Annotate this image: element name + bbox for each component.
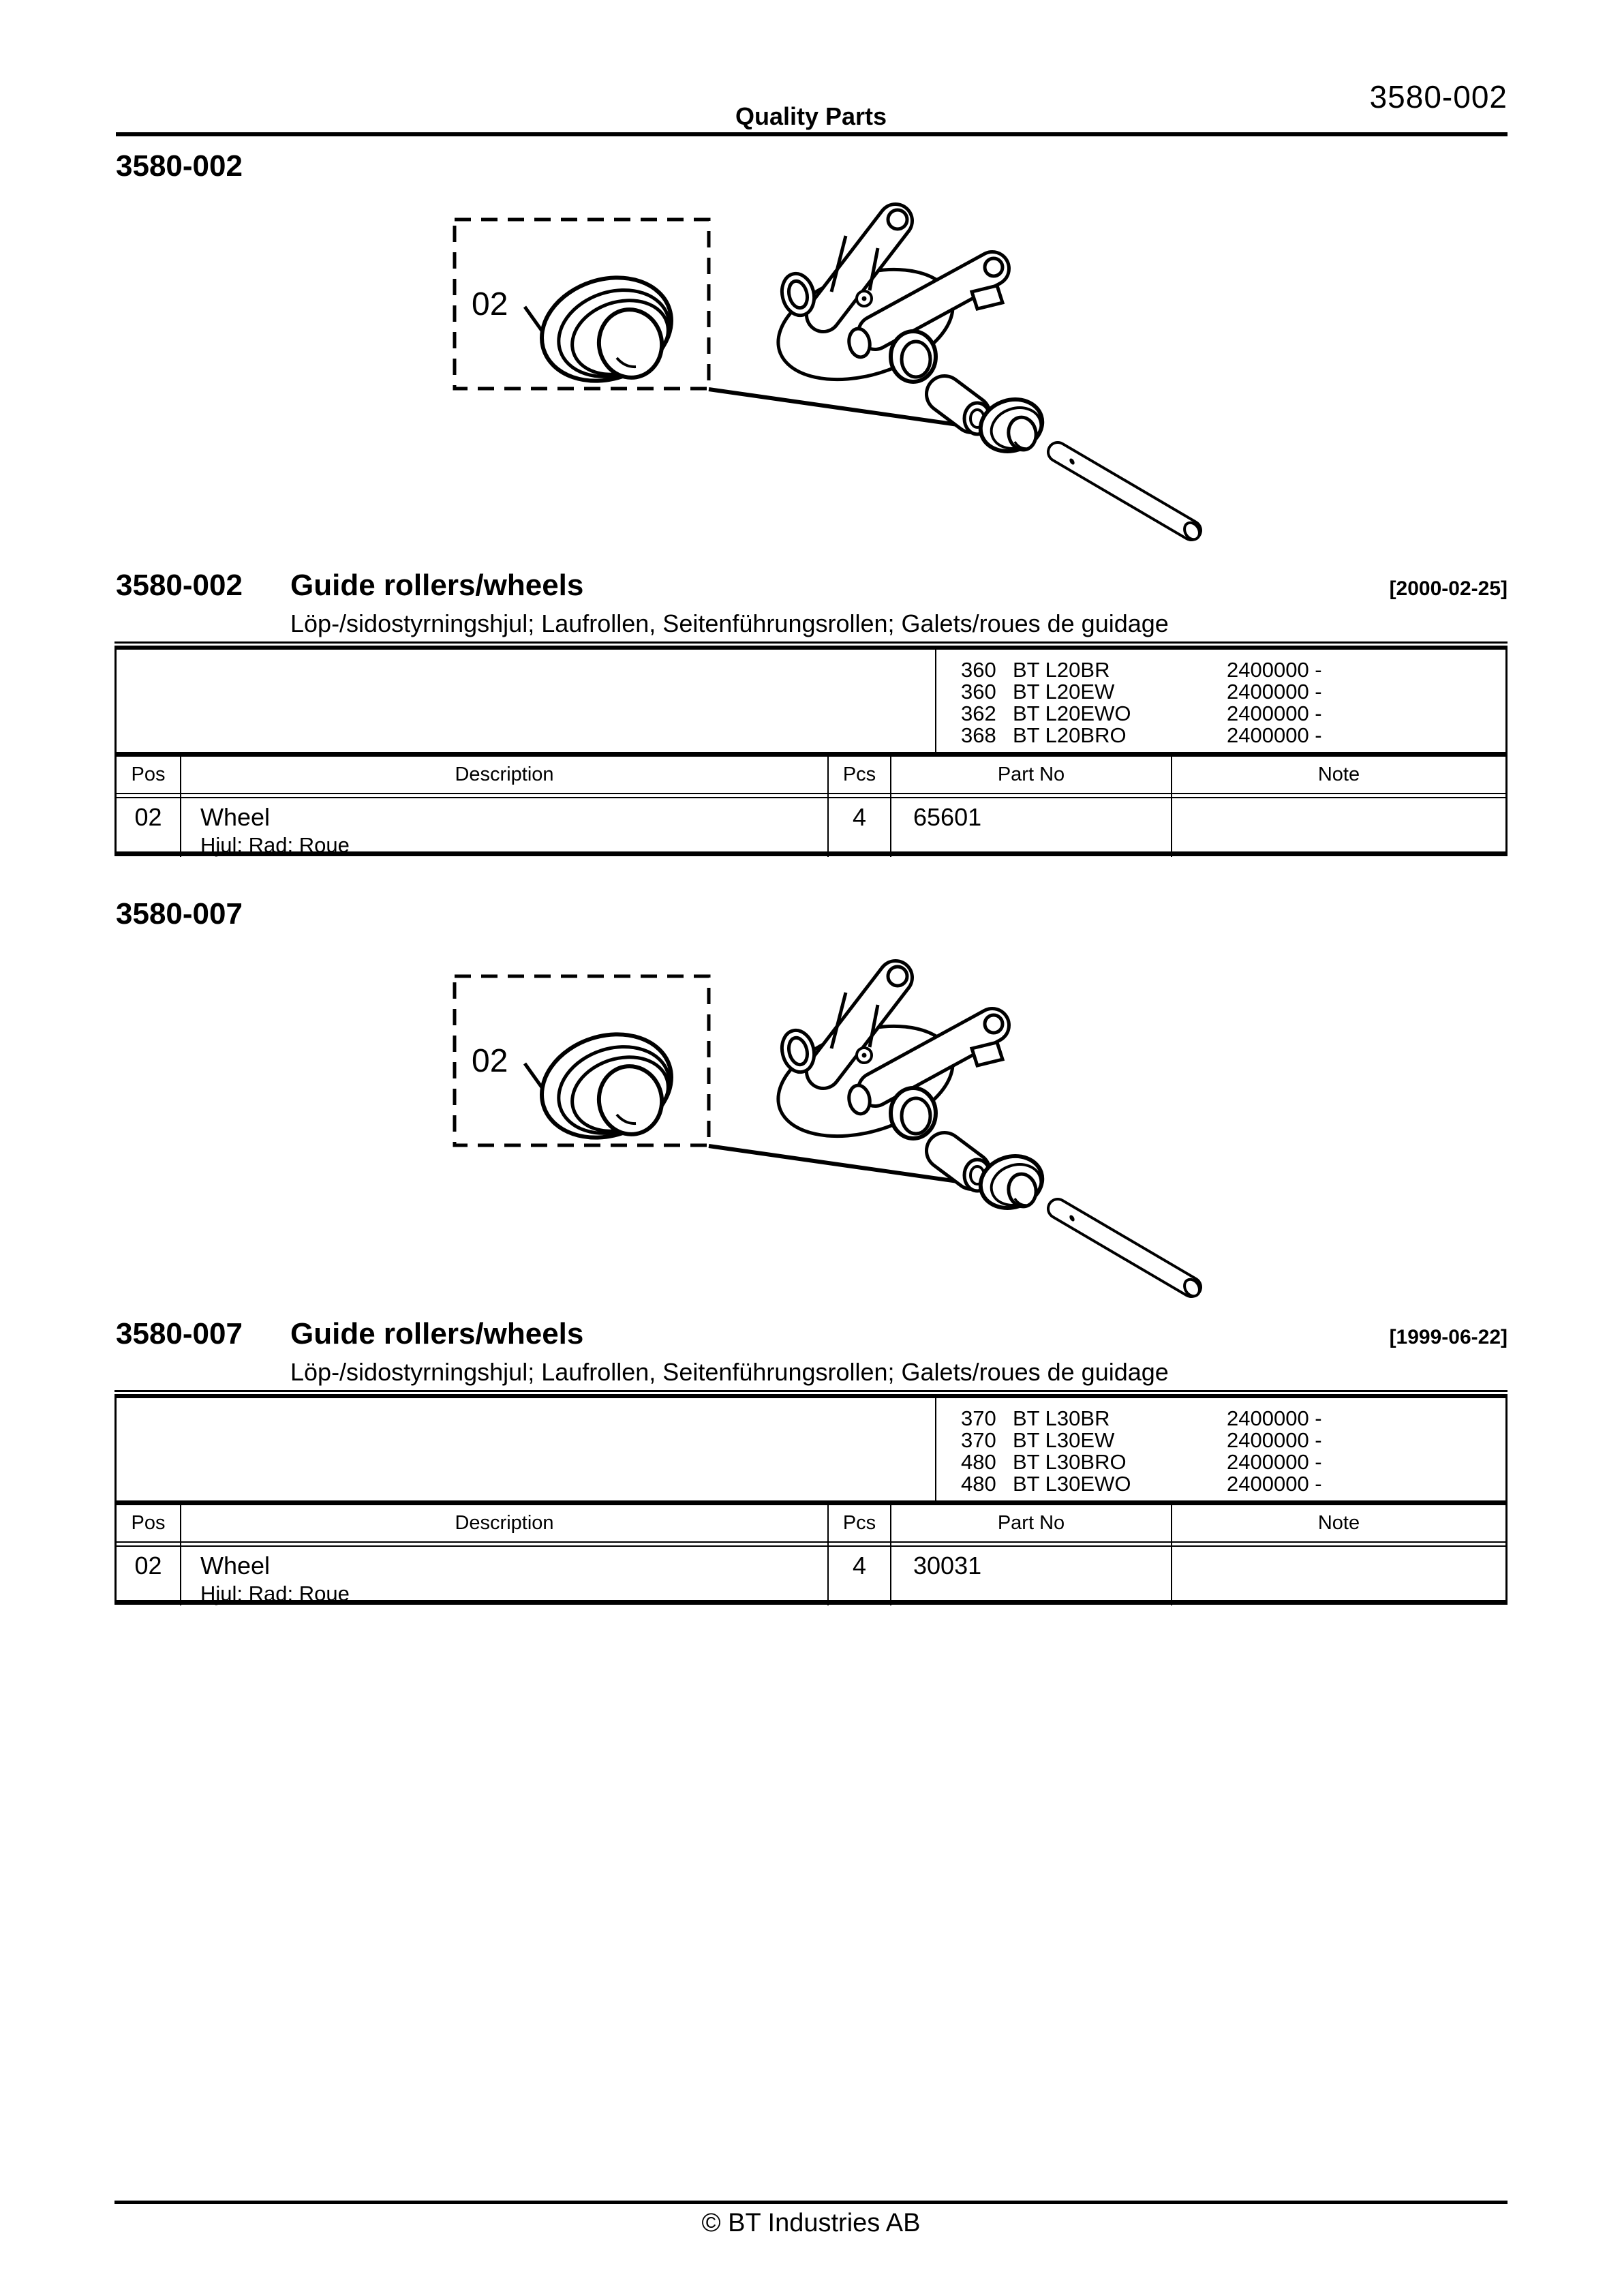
footer-copyright: © BT Industries AB — [701, 2209, 921, 2237]
empty-cell — [117, 1398, 936, 1500]
table-top-thin-line — [114, 641, 1508, 644]
model-name: BT L20EWO — [1013, 701, 1131, 725]
cell-pos: 02 — [117, 798, 181, 857]
description-main: Wheel — [200, 1552, 271, 1580]
col-header-pos: Pos — [117, 757, 181, 793]
col-header-pcs: Pcs — [829, 1505, 891, 1541]
parts-table — [114, 1390, 1508, 1605]
model-name: BT L30EWO — [1013, 1472, 1131, 1496]
header-divider — [116, 132, 1508, 136]
model-serial: 2400000 - — [1227, 658, 1322, 682]
table-row — [117, 798, 1505, 857]
section-code-label: 3580-007 — [116, 897, 243, 931]
col-header-part-no: Part No — [891, 757, 1172, 793]
description-translations: Hjul; Rad; Roue — [200, 833, 350, 857]
model-name: BT L30EW — [1013, 1428, 1115, 1452]
model-line — [961, 1473, 1505, 1495]
section-title-row — [116, 569, 1508, 603]
empty-cell — [117, 650, 936, 752]
model-name: BT L30BR — [1013, 1406, 1110, 1430]
section-revision-date: [1999-06-22] — [1389, 1326, 1508, 1348]
cell-note — [1172, 1547, 1505, 1605]
model-code: 362 — [961, 701, 996, 725]
cell-pcs: 4 — [829, 798, 891, 857]
model-list — [936, 1398, 1505, 1500]
diagram-position-label: 02 — [472, 1043, 508, 1079]
parts-table — [114, 641, 1508, 856]
col-header-part-no: Part No — [891, 1505, 1172, 1541]
model-code: 368 — [961, 723, 996, 747]
header-title: Quality Parts — [735, 102, 887, 130]
description-main: Wheel — [200, 803, 271, 831]
parts-diagram — [423, 191, 1227, 545]
section-title-code: 3580-007 — [116, 1317, 243, 1350]
model-name: BT L20BR — [1013, 658, 1110, 682]
model-code: 360 — [961, 680, 996, 704]
model-line — [961, 703, 1505, 725]
model-code: 370 — [961, 1406, 996, 1430]
model-list — [936, 650, 1505, 752]
model-name: BT L30BRO — [1013, 1450, 1127, 1474]
model-code: 370 — [961, 1428, 996, 1452]
model-line — [961, 681, 1505, 703]
model-serial: 2400000 - — [1227, 680, 1322, 704]
model-serial: 2400000 - — [1227, 1450, 1322, 1474]
cell-description — [181, 1547, 829, 1605]
table-header-row — [117, 757, 1505, 794]
model-line — [961, 659, 1505, 681]
col-header-pos: Pos — [117, 1505, 181, 1541]
col-header-note: Note — [1317, 1512, 1360, 1534]
section-subtitle: Löp-/sidostyrningshjul; Laufrollen, Seitenführungsrollen; Galets/roues de guidage — [290, 609, 1169, 637]
model-serial: 2400000 - — [1227, 1406, 1322, 1430]
col-header-description: Description — [181, 1505, 829, 1541]
table-header-row — [117, 1505, 1505, 1543]
model-serial: 2400000 - — [1227, 723, 1322, 747]
col-header-pcs: Pcs — [829, 757, 891, 793]
model-applicability-block — [117, 650, 1505, 757]
exploded-view-drawing — [455, 210, 1202, 542]
section-subtitle: Löp-/sidostyrningshjul; Laufrollen, Seitenführungsrollen; Galets/roues de guidage — [290, 1358, 1169, 1386]
cell-pcs: 4 — [829, 1547, 891, 1605]
table-top-thin-line — [114, 1390, 1508, 1392]
model-name: BT L20BRO — [1013, 723, 1127, 747]
cell-note — [1172, 798, 1505, 857]
model-code: 360 — [961, 658, 996, 682]
model-serial: 2400000 - — [1227, 1428, 1322, 1452]
table-row — [117, 1547, 1505, 1605]
model-line — [961, 1408, 1505, 1430]
model-line — [961, 1451, 1505, 1473]
cell-part-no: 30031 — [891, 1547, 1172, 1605]
section-title-row — [116, 1317, 1508, 1351]
cell-description — [181, 798, 829, 857]
diagram-position-label: 02 — [472, 286, 508, 322]
cell-pos: 02 — [117, 1547, 181, 1605]
col-header-description: Description — [181, 757, 829, 793]
parts-diagram — [423, 948, 1227, 1302]
cell-part-no: 65601 — [891, 798, 1172, 857]
section-title-name: Guide rollers/wheels — [290, 569, 584, 602]
section-title-code: 3580-002 — [116, 569, 243, 602]
model-line — [961, 1430, 1505, 1451]
footer-divider — [114, 2201, 1508, 2204]
description-translations: Hjul; Rad; Roue — [200, 1582, 350, 1605]
model-line — [961, 725, 1505, 746]
section-title-name: Guide rollers/wheels — [290, 1317, 584, 1350]
section-revision-date: [2000-02-25] — [1389, 577, 1508, 600]
model-serial: 2400000 - — [1227, 1472, 1322, 1496]
page-number: 3580-002 — [1369, 79, 1508, 115]
section-code-label: 3580-002 — [116, 149, 243, 183]
model-serial: 2400000 - — [1227, 701, 1322, 725]
model-applicability-block — [117, 1398, 1505, 1505]
model-name: BT L20EW — [1013, 680, 1115, 704]
col-header-note: Note — [1317, 764, 1360, 785]
exploded-view-drawing — [455, 967, 1202, 1299]
model-code: 480 — [961, 1472, 996, 1496]
model-code: 480 — [961, 1450, 996, 1474]
